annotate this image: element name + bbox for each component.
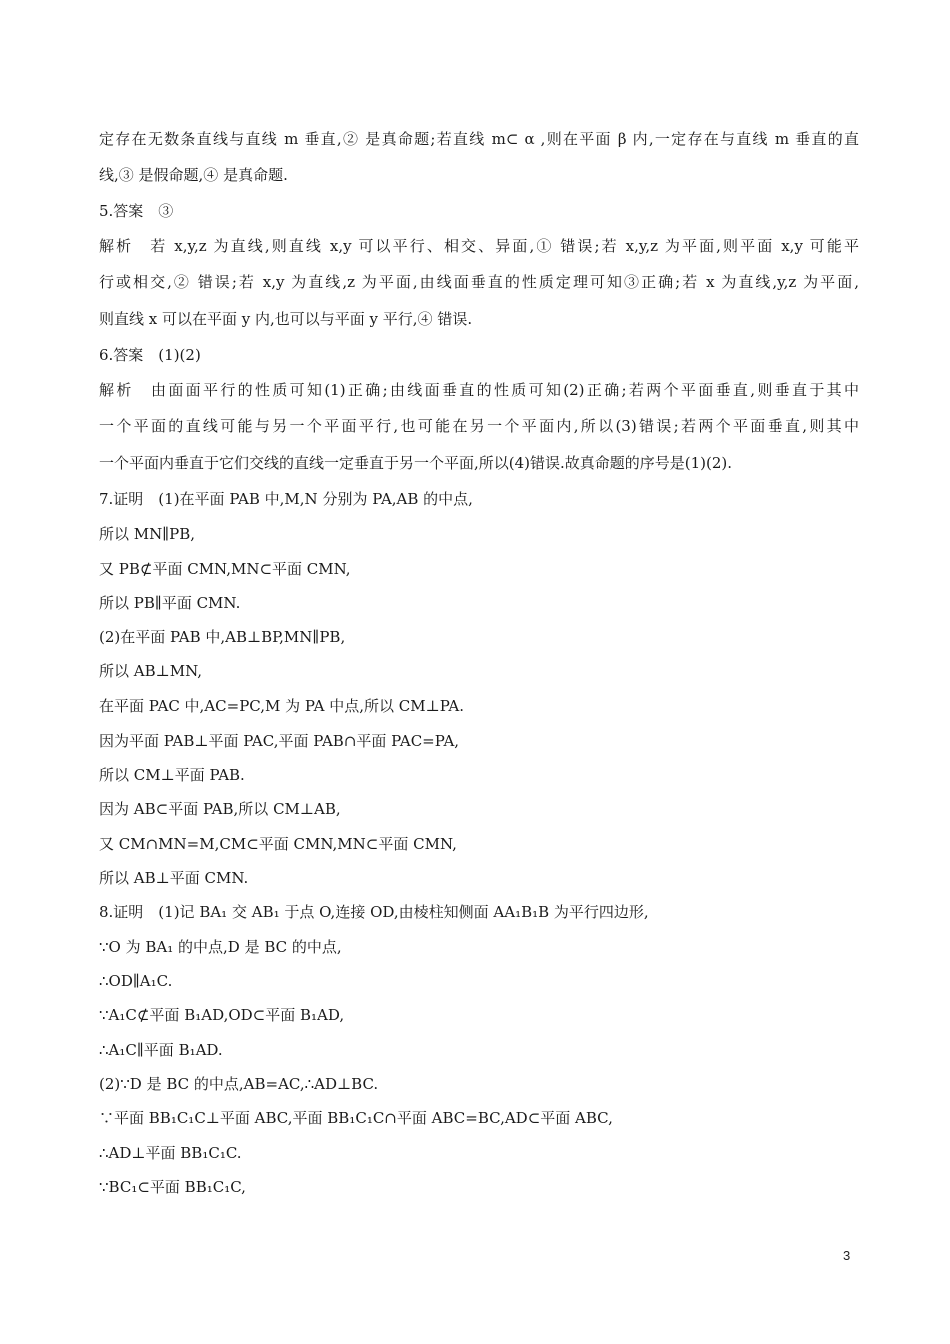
proof-heading: 8.证明 (1)记 BA₁ 交 AB₁ 于点 O,连接 OD,由棱柱知侧面 AA₁B₁B 为平行四边形, [99,903,649,921]
text-line: (2)∵D 是 BC 的中点,AB=AC,∴AD⊥BC. [99,1075,379,1093]
text-line: ∴OD∥A₁C. [99,972,173,990]
text-line: 又 CM∩MN=M,CM⊂平面 CMN,MN⊂平面 CMN, [99,835,457,853]
text-line: 线,③ 是假命题,④ 是真命题. [99,166,288,184]
text-line: 因为 AB⊂平面 PAB,所以 CM⊥AB, [99,800,341,818]
text-line: ∴AD⊥平面 BB₁C₁C. [99,1144,242,1162]
text-line: ∵O 为 BA₁ 的中点,D 是 BC 的中点, [99,938,342,956]
text-line: 所以 PB∥平面 CMN. [99,594,241,612]
text-line: 所以 MN∥PB, [99,525,196,543]
text-line: 因为平面 PAB⊥平面 PAC,平面 PAB∩平面 PAC=PA, [99,732,460,750]
text-line: 在平面 PAC 中,AC=PC,M 为 PA 中点,所以 CM⊥PA. [99,697,465,715]
answer-heading: 5.答案 ③ [99,202,174,220]
text-line: 又 PB⊄平面 CMN,MN⊂平面 CMN, [99,560,351,578]
page-number: 3 [843,1248,851,1263]
text-line: 一个平面的直线可能与另一个平面平行,也可能在另一个平面内,所以(3)错误;若两个平面垂直,则其中 [99,417,859,435]
text-line: ∵平面 BB₁C₁C⊥平面 ABC,平面 BB₁C₁C∩平面 ABC=BC,AD⊂平面 ABC, [99,1109,613,1127]
proof-heading: 7.证明 (1)在平面 PAB 中,M,N 分别为 PA,AB 的中点, [99,490,473,508]
text-line: ∴A₁C∥平面 B₁AD. [99,1041,223,1059]
text-line: ∵BC₁⊂平面 BB₁C₁C, [99,1178,246,1196]
text-line: 所以 AB⊥MN, [99,662,203,680]
text-line: 一个平面内垂直于它们交线的直线一定垂直于另一个平面,所以(4)错误.故真命题的序号是(1)(2). [99,454,733,472]
text-line: 解析 若 x,y,z 为直线,则直线 x,y 可以平行、相交、异面,① 错误;若 x,y,z 为平面,则平面 x,y 可能平 [99,237,859,255]
answer-heading: 6.答案 (1)(2) [99,346,201,364]
text-line: 解析 由面面平行的性质可知(1)正确;由线面垂直的性质可知(2)正确;若两个平面垂直,则垂直于其中 [99,381,859,399]
text-line: 则直线 x 可以在平面 y 内,也可以与平面 y 平行,④ 错误. [99,310,473,328]
text-line: 行或相交,② 错误;若 x,y 为直线,z 为平面,由线面垂直的性质定理可知③正确;若 x 为直线,y,z 为平面, [99,273,859,291]
text-line: ∵A₁C⊄平面 B₁AD,OD⊂平面 B₁AD, [99,1006,345,1024]
text-line: (2)在平面 PAB 中,AB⊥BP,MN∥PB, [99,628,346,646]
text-line: 所以 AB⊥平面 CMN. [99,869,249,887]
text-line: 定存在无数条直线与直线 m 垂直,② 是真命题;若直线 m⊂ α ,则在平面 β 内,一定存在与直线 m 垂直的直 [99,130,859,148]
text-line: 所以 CM⊥平面 PAB. [99,766,245,784]
